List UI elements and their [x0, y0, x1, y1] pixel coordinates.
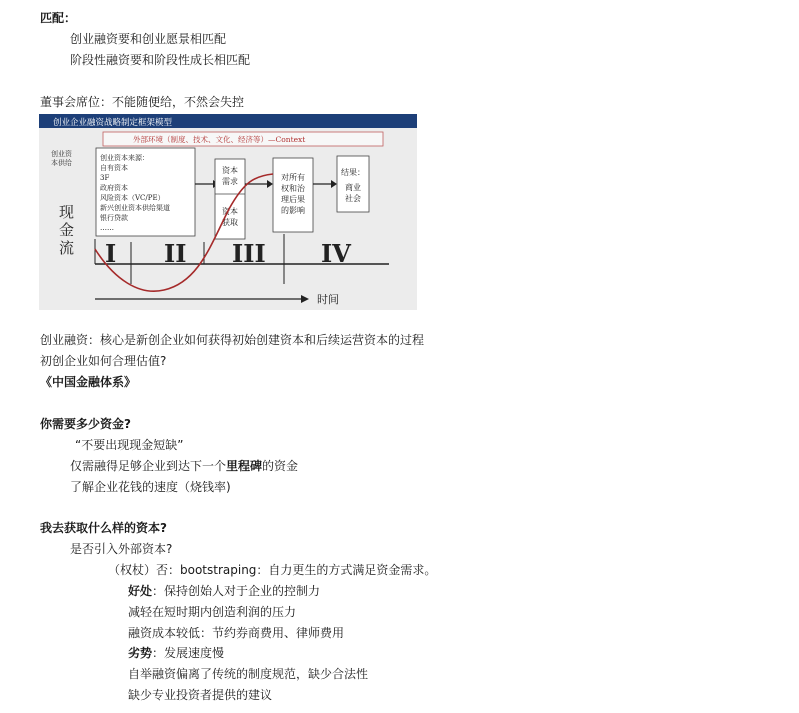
- capital-source-item: 银行贷款: [100, 214, 128, 222]
- capital-demand-line-1: 资本: [222, 166, 238, 175]
- stage-3: III: [232, 239, 266, 268]
- disadvantage-line-3: 缺少专业投资者提供的建议: [128, 688, 273, 702]
- svg-text:社会: 社会: [345, 194, 361, 203]
- capital-source-item: 创业资本来源：: [100, 154, 149, 162]
- match-heading: 匹配：: [40, 11, 77, 25]
- q1-quote: “不要出现现金短缺”: [75, 438, 184, 452]
- q2-heading: 我去获取什么样的资本?: [40, 521, 167, 535]
- svg-text:对所有: 对所有: [281, 173, 305, 182]
- financing-line-2: 初创企业如何合理估值?: [40, 354, 167, 368]
- q1-burn-rate: 了解企业花钱的速度（烧钱率): [70, 480, 231, 494]
- capital-source-item: 自有资本: [100, 164, 128, 172]
- stage-4: IV: [321, 239, 351, 268]
- capital-source-item: ……: [100, 224, 114, 232]
- q1-milestone-line: 仅需融得足够企业到达下一个里程碑的资金: [70, 459, 299, 473]
- cashflow-char-1: 现: [59, 203, 75, 221]
- advantage-line-2: 减轻在短时期内创造利润的压力: [128, 605, 297, 619]
- match-line-2: 阶段性融资要和阶段性成长相匹配: [70, 53, 251, 67]
- q2-bootstrap: （权杖）否：bootstraping：自力更生的方式满足资金需求。: [108, 563, 437, 577]
- q2-external: 是否引入外部资本?: [70, 542, 173, 556]
- financing-framework-figure: [39, 114, 417, 310]
- board-seat-line: 董事会席位：不能随便给，不然会失控: [40, 95, 245, 109]
- capital-source-item: 3F: [100, 174, 110, 182]
- capital-source-item: 政府资本: [100, 184, 128, 192]
- stage-1: I: [105, 239, 117, 268]
- capital-demand-line-2: 需求: [222, 177, 238, 186]
- cashflow-char-2: 金: [59, 221, 75, 239]
- capital-obtain-line-2: 获取: [222, 218, 238, 227]
- svg-text:商业: 商业: [345, 183, 361, 192]
- capital-source-item: 新兴创业资本供给渠道: [100, 204, 170, 212]
- advantage-line-1: 好处：保持创始人对于企业的控制力: [128, 584, 321, 598]
- svg-text:结果：: 结果：: [341, 168, 365, 177]
- svg-text:权和治: 权和治: [281, 184, 305, 193]
- supply-label-1: 创业资: [51, 150, 72, 158]
- stage-2: II: [164, 239, 187, 268]
- supply-label-2: 本供给: [51, 159, 72, 167]
- time-label: 时间: [317, 293, 339, 306]
- disadvantage-line-1: 劣势：发展速度慢: [128, 646, 225, 660]
- book-title: 《中国金融体系》: [40, 375, 137, 389]
- capital-source-item: 风险资本（VC/PE）: [100, 194, 165, 202]
- financing-line-1: 创业融资：核心是新创企业如何获得初始创建资本和后续运营资本的过程: [40, 333, 425, 347]
- capital-obtain-line-1: 资本: [222, 207, 238, 216]
- cashflow-char-3: 流: [59, 239, 75, 257]
- figure-title: 创业企业融资战略制定框架模型: [53, 118, 173, 128]
- svg-text:的影响: 的影响: [281, 206, 305, 215]
- disadvantage-line-2: 自举融资偏离了传统的制度规范，缺少合法性: [128, 667, 369, 681]
- context-label: 外部环境（制度、技术、文化、经济等）—Context: [133, 135, 306, 144]
- svg-text:理后果: 理后果: [281, 195, 305, 204]
- advantage-line-3: 融资成本较低：节约券商费用、律师费用: [128, 626, 345, 640]
- q1-heading: 你需要多少资金?: [40, 417, 131, 431]
- match-line-1: 创业融资要和创业愿景相匹配: [70, 32, 227, 46]
